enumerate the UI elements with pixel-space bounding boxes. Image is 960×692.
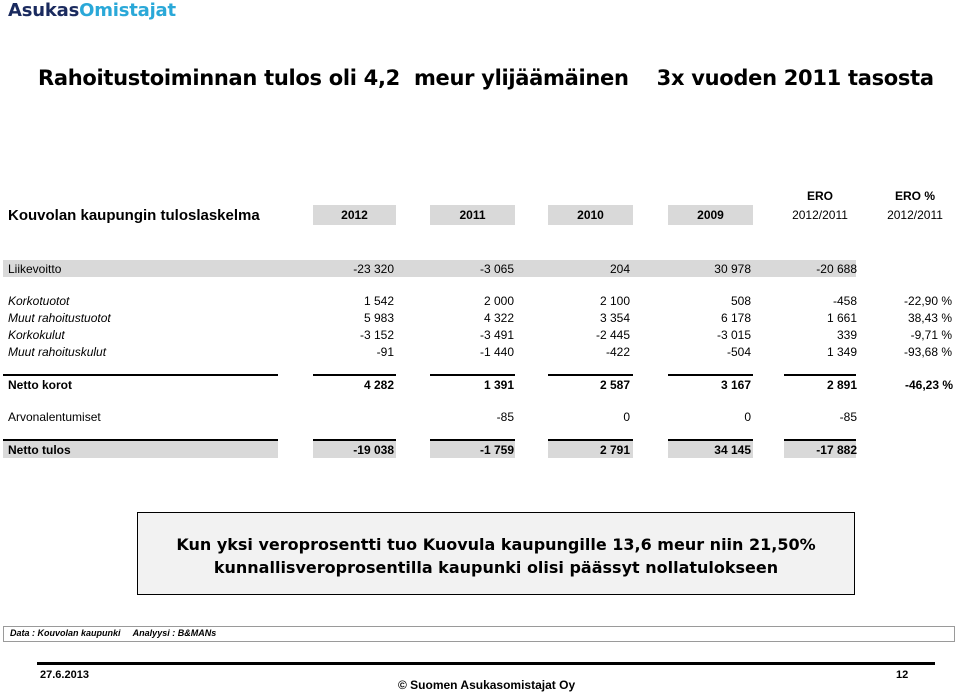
table-cell: -504 bbox=[726, 345, 751, 359]
table-cell: 1 349 bbox=[826, 345, 857, 359]
table-cell: 0 bbox=[744, 410, 751, 424]
logo: AsukasOmistajat bbox=[8, 0, 176, 21]
table-cell: 2 000 bbox=[483, 294, 514, 308]
table-cell: 3 167 bbox=[720, 378, 751, 392]
table-cell: 6 178 bbox=[720, 311, 751, 325]
column-header-2009: 2009 bbox=[668, 205, 753, 225]
column-header-2011: 2011 bbox=[430, 205, 515, 225]
page-number: 12 bbox=[896, 669, 909, 681]
divider bbox=[430, 374, 515, 376]
row-label-netto-korot: Netto korot bbox=[8, 378, 72, 392]
table-cell: 508 bbox=[730, 294, 751, 308]
callout-line-1: Kun yksi veroprosentti tuo Kuovula kaupungille 13,6 meur niin 21,50% bbox=[176, 535, 816, 554]
divider bbox=[784, 374, 856, 376]
table-cell: -3 491 bbox=[479, 328, 514, 342]
column-header-ero: ERO bbox=[806, 189, 833, 203]
row-label-korkotuotot: Korkotuotot bbox=[8, 294, 70, 308]
table-cell: -1 759 bbox=[479, 443, 514, 457]
column-header-2010: 2010 bbox=[548, 205, 633, 225]
divider bbox=[313, 374, 396, 376]
table-cell: -23 320 bbox=[353, 262, 394, 276]
table-cell: 30 978 bbox=[714, 262, 751, 276]
row-label-netto-tulos: Netto tulos bbox=[8, 443, 71, 457]
table-cell: 2 587 bbox=[599, 378, 630, 392]
table-cell: -458 bbox=[832, 294, 857, 308]
callout-box bbox=[137, 512, 855, 595]
row-label-korkokulut: Korkokulut bbox=[8, 328, 65, 342]
divider bbox=[548, 374, 633, 376]
table-cell: 0 bbox=[623, 410, 630, 424]
table-cell: -91 bbox=[376, 345, 394, 359]
row-label-muut-rahoituskulut: Muut rahoituskulut bbox=[8, 345, 107, 359]
table-cell: 34 145 bbox=[714, 443, 751, 457]
row-label-arvonalentumiset: Arvonalentumiset bbox=[8, 410, 101, 424]
table-cell: -22,90 % bbox=[903, 294, 952, 308]
table-cell: 339 bbox=[836, 328, 857, 342]
table-cell: -93,68 % bbox=[903, 345, 952, 359]
table-cell: -17 882 bbox=[816, 443, 857, 457]
table-cell: -422 bbox=[605, 345, 630, 359]
column-subheader-ero-pct: 2012/2011 bbox=[887, 208, 943, 222]
table-cell: 2 891 bbox=[826, 378, 857, 392]
table-cell: 4 282 bbox=[363, 378, 394, 392]
table-cell: -85 bbox=[496, 410, 514, 424]
table-cell: -9,71 % bbox=[910, 328, 952, 342]
table-cell: 2 100 bbox=[599, 294, 630, 308]
table-cell: 3 354 bbox=[599, 311, 630, 325]
row-label-liikevoitto: Liikevoitto bbox=[8, 262, 62, 276]
table-cell: -85 bbox=[839, 410, 857, 424]
footer-copyright: © Suomen Asukasomistajat Oy bbox=[398, 678, 576, 692]
table-cell: 38,43 % bbox=[907, 311, 952, 325]
divider bbox=[668, 374, 753, 376]
table-cell: -46,23 % bbox=[904, 378, 953, 392]
table-cell: -1 440 bbox=[479, 345, 514, 359]
table-cell: -2 445 bbox=[595, 328, 630, 342]
table-cell: -3 015 bbox=[716, 328, 751, 342]
row-label-muut-rahoitustuotot: Muut rahoitustuotot bbox=[8, 311, 111, 325]
table-cell: 204 bbox=[609, 262, 630, 276]
table-cell: -3 065 bbox=[479, 262, 514, 276]
table-cell: 2 791 bbox=[599, 443, 630, 457]
table-cell: -3 152 bbox=[359, 328, 394, 342]
table-cell: -19 038 bbox=[353, 443, 394, 457]
callout-line-2: kunnallisveroprosentilla kaupunki olisi päässyt nollatulokseen bbox=[213, 558, 779, 577]
footer-date: 27.6.2013 bbox=[40, 669, 89, 681]
table-cell: 1 542 bbox=[363, 294, 394, 308]
table-cell: 1 391 bbox=[483, 378, 514, 392]
column-header-ero-pct: ERO % bbox=[894, 189, 935, 203]
table-cell: 1 661 bbox=[826, 311, 857, 325]
page-title: Rahoitustoiminnan tulos oli 4,2 meur ylijäämäinen 3x vuoden 2011 tasosta bbox=[38, 66, 934, 90]
table-cell: 4 322 bbox=[483, 311, 514, 325]
table-cell: 5 983 bbox=[363, 311, 394, 325]
source-line: Data : Kouvolan kaupunki Analyysi : B&MANs bbox=[10, 628, 217, 638]
column-subheader-ero: 2012/2011 bbox=[792, 208, 848, 222]
divider bbox=[3, 374, 278, 376]
table-caption: Kouvolan kaupungin tuloslaskelma bbox=[8, 207, 260, 224]
footer-divider bbox=[37, 662, 935, 665]
table-cell: -20 688 bbox=[816, 262, 857, 276]
column-header-2012: 2012 bbox=[313, 205, 396, 225]
